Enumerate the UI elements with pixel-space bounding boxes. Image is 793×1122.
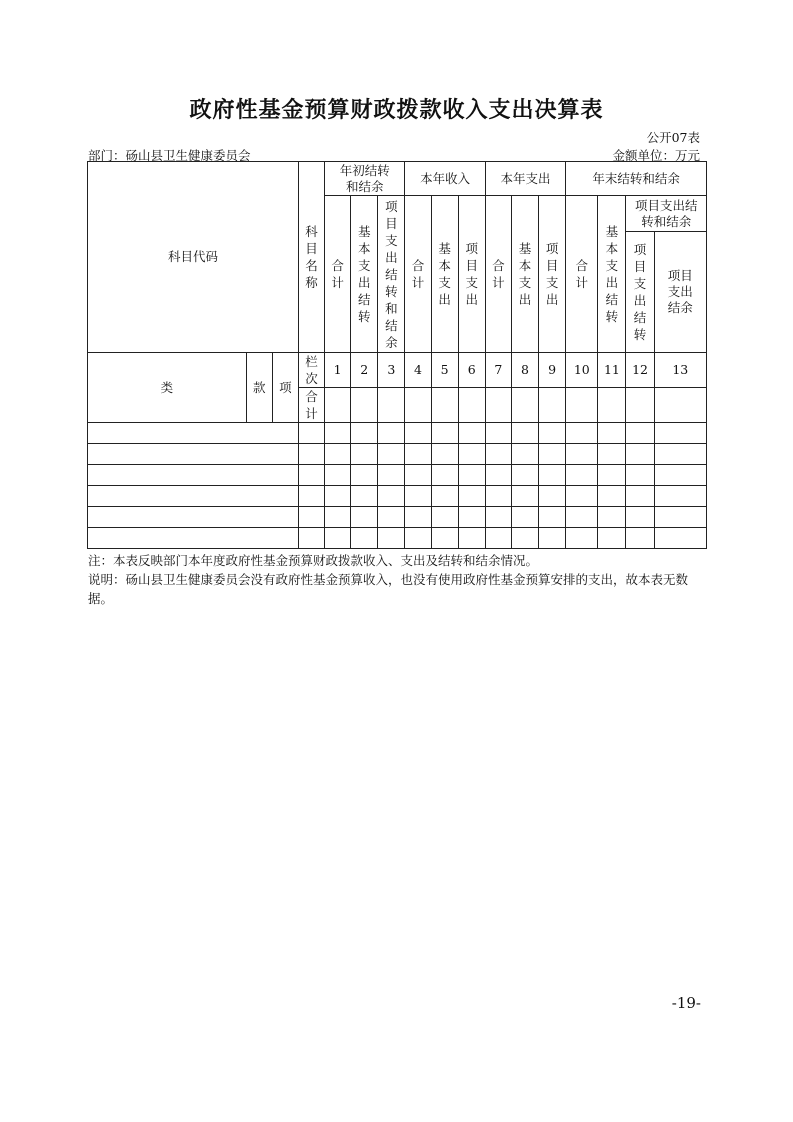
closing-project-balance-header: 项目支出结余 [654, 232, 706, 353]
income-header: 本年收入 [405, 162, 485, 196]
table-row [88, 423, 707, 444]
col-num-3: 3 [378, 353, 405, 388]
opening-basic-carry-header: 基本支出结转 [351, 196, 378, 353]
closing-total-header: 合计 [566, 196, 598, 353]
closing-project-carry-header: 项目支出结转 [626, 232, 654, 353]
column-no-label: 栏次 [298, 353, 324, 388]
table-row [88, 528, 707, 549]
col-num-7: 7 [485, 353, 511, 388]
department-label: 部门：砀山县卫生健康委员会 [88, 148, 251, 163]
col-num-11: 11 [598, 353, 626, 388]
category-header: 类 [88, 353, 247, 423]
page-number: -19- [671, 994, 701, 1012]
expense-basic-header: 基本支出 [511, 196, 538, 353]
item-header: 项 [272, 353, 298, 423]
unit-label: 金额单位：万元 [612, 148, 700, 163]
col-num-4: 4 [405, 353, 431, 388]
table-row [88, 444, 707, 465]
page-title: 政府性基金预算财政拨款收入支出决算表 [189, 98, 604, 123]
subject-name-header: 科目名称 [298, 162, 324, 353]
income-project-header: 项目支出 [458, 196, 485, 353]
notes-section [88, 551, 706, 608]
col-num-2: 2 [351, 353, 378, 388]
opening-total-header: 合计 [325, 196, 351, 353]
income-basic-header: 基本支出 [431, 196, 458, 353]
opening-project-carry-header: 项目支出结转和结余 [378, 196, 405, 353]
table-row [88, 465, 707, 486]
col-num-5: 5 [431, 353, 458, 388]
section-header: 款 [246, 353, 272, 423]
table-row [88, 486, 707, 507]
col-num-9: 9 [539, 353, 566, 388]
col-num-13: 13 [654, 353, 706, 388]
expense-total-header: 合计 [485, 196, 511, 353]
explanation-text: 说明：砀山县卫生健康委员会没有政府性基金预算收入，也没有使用政府性基金预算安排的支出，故本表无数据。 [88, 572, 689, 606]
expense-header: 本年支出 [485, 162, 565, 196]
expense-project-header: 项目支出 [539, 196, 566, 353]
col-num-1: 1 [325, 353, 351, 388]
closing-basic-carry-header: 基本支出结转 [598, 196, 626, 353]
col-num-10: 10 [566, 353, 598, 388]
closing-project-group-header: 项目支出结转和结余 [626, 196, 707, 232]
budget-table [87, 161, 707, 549]
table-code: 公开07表 [646, 130, 700, 145]
note-text: 注：本表反映部门本年度政府性基金预算财政拨款收入、支出及结转和结余情况。 [88, 553, 539, 568]
income-total-header: 合计 [405, 196, 431, 353]
closing-header: 年末结转和结余 [566, 162, 707, 196]
subject-code-header: 科目代码 [88, 162, 299, 353]
opening-header: 年初结转和结余 [325, 162, 405, 196]
total-row-label: 合计 [298, 388, 324, 423]
col-num-6: 6 [458, 353, 485, 388]
table-row [88, 507, 707, 528]
col-num-12: 12 [626, 353, 654, 388]
col-num-8: 8 [511, 353, 538, 388]
